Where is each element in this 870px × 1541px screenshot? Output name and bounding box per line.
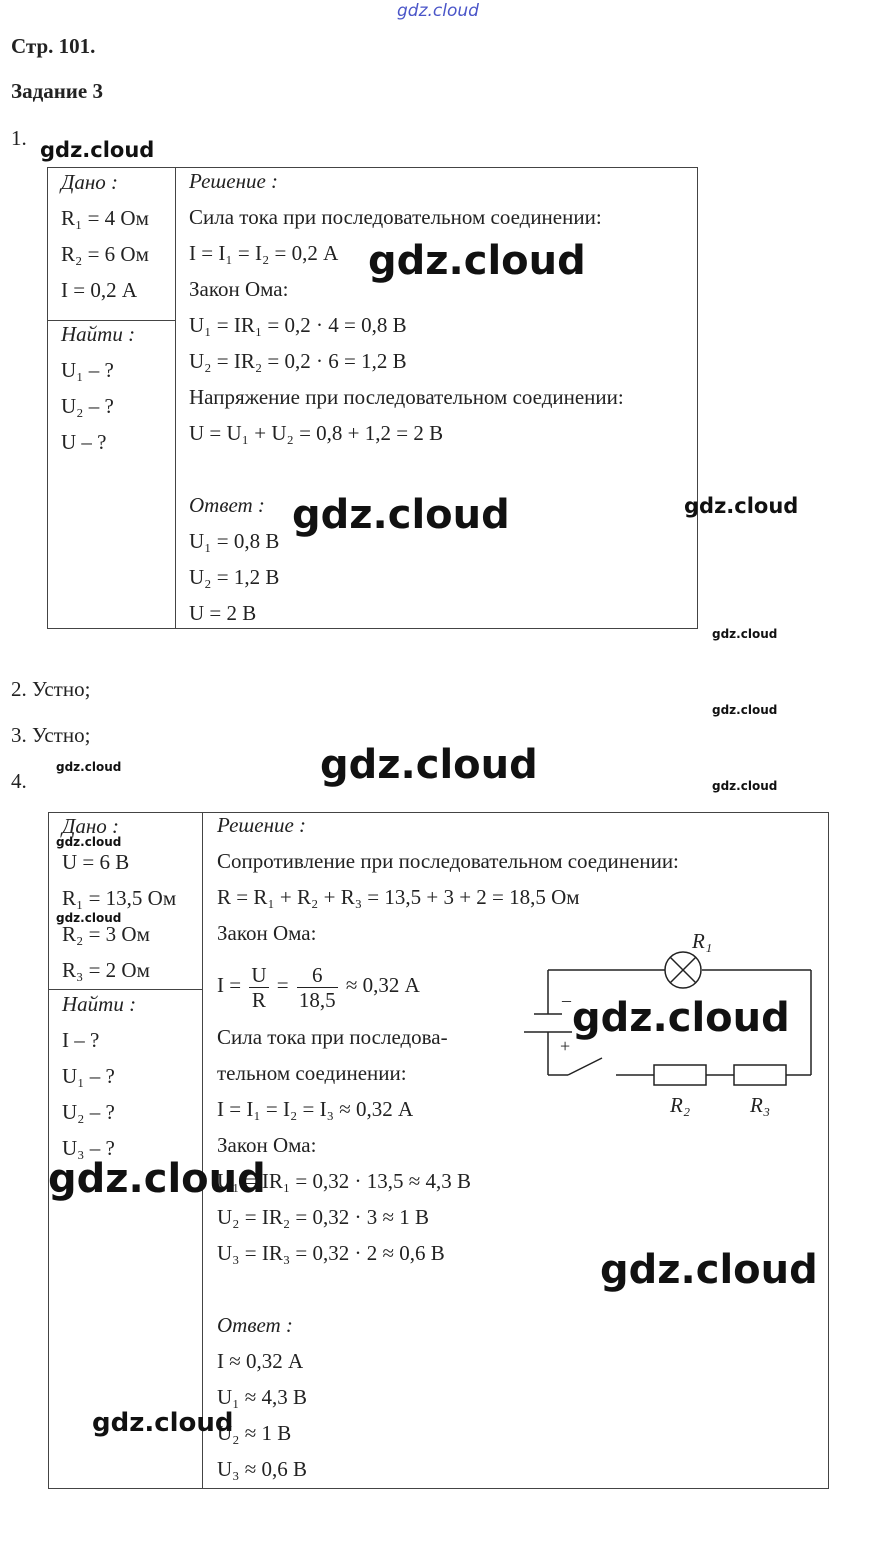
solution-line: I = I₁ = I₂ = I₃ ≈ 0,32 А xyxy=(217,1097,414,1121)
watermark: gdz.cloud xyxy=(56,911,122,925)
find-item: U₃ – ? xyxy=(62,1136,115,1160)
solution-title: Решение : xyxy=(189,169,279,193)
solution-line: тельном соединении: xyxy=(217,1061,407,1085)
watermark: gdz.cloud xyxy=(56,835,122,849)
find-item: U₂ – ? xyxy=(61,394,114,418)
watermark: gdz.cloud xyxy=(40,138,155,162)
answer-title: Ответ : xyxy=(189,493,265,517)
problem-4-number: 4. xyxy=(11,769,27,793)
solution-line: U₁ = IR₁ = 0,2 · 4 = 0,8 В xyxy=(189,313,407,337)
solution-line: Напряжение при последовательном соединении: xyxy=(189,385,624,409)
watermark: gdz.cloud xyxy=(712,627,778,641)
battery-plus: + xyxy=(560,1036,571,1056)
solution-line: R = R₁ + R₂ + R₃ = 13,5 + 3 + 2 = 18,5 Ом xyxy=(217,885,580,909)
problem-4-find xyxy=(62,986,136,1166)
problem-1-find xyxy=(61,316,135,460)
given-item: R₂ = 3 Ом xyxy=(62,922,150,946)
find-item: U₂ – ? xyxy=(62,1100,115,1124)
solution-line: Закон Ома: xyxy=(217,921,317,945)
given-item: I = 0,2 А xyxy=(61,278,138,302)
watermark: gdz.cloud xyxy=(48,1156,266,1202)
answer-line: U₁ = 0,8 В xyxy=(189,529,280,553)
solution-line: U₂ = IR₂ = 0,2 · 6 = 1,2 В xyxy=(189,349,407,373)
answer-title: Ответ : xyxy=(217,1313,293,1337)
watermark: gdz.cloud xyxy=(292,492,510,538)
r2-label: R₂ xyxy=(670,1093,691,1117)
watermark: gdz.cloud xyxy=(600,1247,818,1293)
problem-1-divider xyxy=(175,167,176,629)
watermark: gdz.cloud xyxy=(572,995,790,1041)
find-item: I – ? xyxy=(62,1028,100,1052)
watermark: gdz.cloud xyxy=(320,742,538,788)
answer-line: U = 2 В xyxy=(189,601,257,625)
formula-equals: = xyxy=(276,973,289,997)
solution-line: U₃ = IR₃ = 0,32 · 2 ≈ 0,6 В xyxy=(217,1241,445,1265)
watermark: gdz.cloud xyxy=(92,1408,234,1438)
find-title: Найти : xyxy=(61,322,136,346)
given-item: R₁ = 13,5 Ом xyxy=(62,886,177,910)
fraction-numerator: U xyxy=(251,962,267,987)
fraction-values xyxy=(297,963,338,1012)
top-watermark: gdz.cloud xyxy=(397,1,479,21)
formula-result: ≈ 0,32 А xyxy=(345,973,420,997)
answer-line: U₁ ≈ 4,3 В xyxy=(217,1385,308,1409)
resistor-r2 xyxy=(654,1065,706,1085)
answer-line: U₃ ≈ 0,6 В xyxy=(217,1457,308,1481)
answer-line: U₂ = 1,2 В xyxy=(189,565,280,589)
switch-icon xyxy=(568,1058,602,1075)
find-title: Найти : xyxy=(62,992,137,1016)
solution-line: Сила тока при последова- xyxy=(217,1025,448,1049)
battery-minus: – xyxy=(562,990,571,1010)
solution-line: Закон Ома: xyxy=(189,277,289,301)
find-item: U – ? xyxy=(61,430,107,454)
given-item: R₁ = 4 Ом xyxy=(61,206,149,230)
given-title: Дано : xyxy=(62,814,120,838)
problem-1-number: 1. xyxy=(11,126,27,150)
solution-line: U = U₁ + U₂ = 0,8 + 1,2 = 2 В xyxy=(189,421,444,445)
answer-line: I ≈ 0,32 А xyxy=(217,1349,304,1373)
given-item: R₃ = 2 Ом xyxy=(62,958,150,982)
watermark: gdz.cloud xyxy=(712,703,778,717)
task-title: Задание 3 xyxy=(11,79,103,103)
problem-4-solution xyxy=(217,807,679,1487)
problem-1-solution xyxy=(189,163,624,631)
watermark: gdz.cloud xyxy=(56,760,122,774)
lamp-label: R₁ xyxy=(692,929,713,953)
solution-line: Сопротивление при последовательном соединении: xyxy=(217,849,679,873)
problem-3: 3. Устно; xyxy=(11,723,91,747)
solution-line: U₂ = IR₂ = 0,32 · 3 ≈ 1 В xyxy=(217,1205,430,1229)
solution-line: U₁ = IR₁ = 0,32 · 13,5 ≈ 4,3 В xyxy=(217,1169,472,1193)
solution-line: I = I₁ = I₂ = 0,2 А xyxy=(189,241,339,265)
solution-line: Сила тока при последовательном соединении: xyxy=(189,205,602,229)
formula-lhs: I = xyxy=(217,973,242,997)
watermark: gdz.cloud xyxy=(684,494,799,518)
solution-line: Закон Ома: xyxy=(217,1133,317,1157)
fraction-denominator: R xyxy=(251,987,266,1012)
blank-line xyxy=(189,451,624,487)
watermark: gdz.cloud xyxy=(712,779,778,793)
find-item: U₁ – ? xyxy=(62,1064,115,1088)
given-item: U = 6 В xyxy=(62,850,130,874)
problem-2: 2. Устно; xyxy=(11,677,91,701)
resistor-r3 xyxy=(734,1065,786,1085)
given-title: Дано : xyxy=(61,170,119,194)
page-reference: Стр. 101. xyxy=(11,34,96,58)
fraction-denominator: 18,5 xyxy=(298,987,336,1012)
r3-label: R₃ xyxy=(750,1093,771,1117)
problem-1-given xyxy=(61,164,149,308)
find-item: U₁ – ? xyxy=(61,358,114,382)
answer-line: U₂ ≈ 1 В xyxy=(217,1421,292,1445)
solution-title: Решение : xyxy=(217,813,307,837)
watermark: gdz.cloud xyxy=(368,238,586,284)
fraction-numerator: 6 xyxy=(297,963,338,988)
problem-4-divider xyxy=(202,812,203,1489)
fraction-u-over-r xyxy=(249,963,268,1012)
given-item: R₂ = 6 Ом xyxy=(61,242,149,266)
